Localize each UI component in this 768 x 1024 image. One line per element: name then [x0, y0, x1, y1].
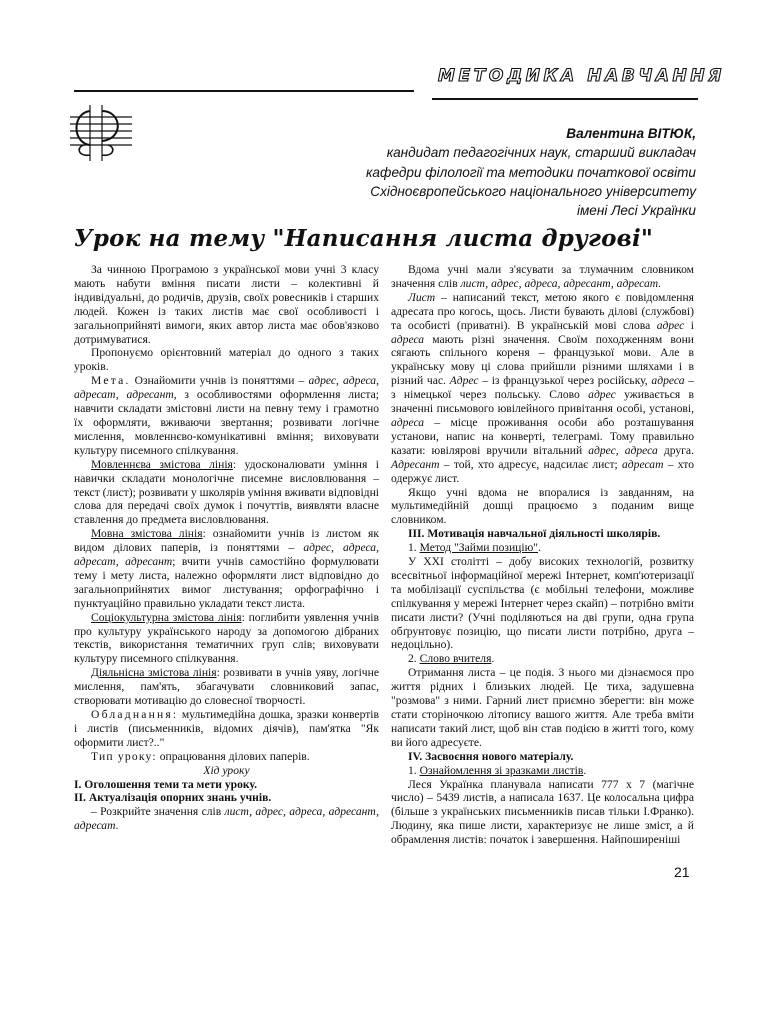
equipment-label: Обладнання: [91, 708, 179, 721]
author-department: кафедри філології та методики початкової освіти [366, 164, 696, 180]
activity-line-label: Діяльнісна змістова лінія [91, 666, 217, 680]
language-line-paragraph: Мовна змістова лінія: ознайомити учнів із листом як видом ділових паперів, із поняттями – адрес, адреса, адресат, адресант; вчити учнів самостійно формулювати тему і мету листа, належно оформляти лист відповідно до загальноприйнятих вимог листування; орфографічно і пунктуаційно правильно укладати текст листа. [74, 527, 379, 610]
samples-label: Ознайомлення зі зразками листів [419, 763, 584, 777]
homework-paragraph: Вдома учні мали з'ясувати за тлумачним словником значення слів лист, адрес, адреса, адресант, адресат. [391, 263, 694, 290]
left-column [74, 263, 379, 833]
stage-heading-1: I. Оголошення теми та мети уроку. [74, 777, 257, 791]
intro-paragraph-2: Пропонуємо орієнтовний матеріал до одного з таких уроків. [74, 346, 379, 374]
author-block [366, 124, 696, 220]
author-university: Східноєвропейського національного університету [370, 183, 696, 199]
method-paragraph: У XXI столітті – добу високих технологій, розвитку всесвітньої інформаційної мережі Інтернет, комп'ютеризації та мобілізації суспільства (є мобільні телефони, можливе спілкування у мережі Інтернет через скайп) – потрібно вміти писати листи? (Учні поділяються на дві групи, одна група обґрунтовує позицію, що писати листи потрібно, друга – недоцільно). [391, 555, 694, 652]
language-line-label: Мовна змістова лінія [91, 527, 203, 541]
speech-line-paragraph: Мовленнєва змістова лінія: удосконалювати уміння і навички складати монологічне писемне висловлювання – текст (лист); розвивати у школярів уміння вживати відповідні слова для передачі своїх думок і почуттів, виявляти власне ставлення до предмета висловлювання. [74, 457, 379, 527]
lesson-type-label: Тип уроку: [91, 749, 157, 763]
lesson-type-paragraph: Тип уроку: опрацювання ділових паперів. [91, 749, 310, 763]
task-paragraph: – Розкрийте значення слів лист, адрес, адреса, адресант, адресат. [74, 805, 379, 833]
header-rule [74, 90, 414, 92]
intro-paragraph: За чинною Програмою з української мови учні 3 класу мають набути вміння писати листи – колективні й індивідуальні, до родичів, друзів, своїх ровесників і старших людей. Кожен із таких листів має свої особливості і загальноприйняті вимоги, яких автор листа має обов'язково дотримуватися. [74, 263, 379, 346]
stage-heading-4: IV. Засвоєння нового матеріалу. [408, 749, 574, 763]
author-name: Валентина ВІТЮК, [566, 126, 696, 141]
lesson-course-heading: Хід уроку [203, 763, 250, 777]
treble-clef-ornament-icon [68, 103, 134, 163]
teacher-word-heading: 2. Слово вчителя. [408, 652, 495, 666]
definitions-paragraph: Лист – написаний текст, метою якого є повідомлення адресата про когось, щось. Листи бувають ділові (службові) та особисті (приватні). В українській мові слова адрес і адреса мають різні значення. Своїм походженням вони сягають спільного кореня – французької мови. Але в українську мову ці слова прийшли різними шляхами і в різний час. Адрес – із французької через російську, адреса – з німецької через польську. Слово адрес уживається в значенні письмового ювілейного привітання особі, установі, адреса – місце проживання особи або розташування установи, напис на конверті, телеграмі. Тому правильно казати: ювілярові вручили вітальний адрес, адреса друга. Адресант – той, хто адресує, надсилає лист; адресат – хто одержує лист. [391, 290, 695, 485]
goal-label: Мета. [91, 374, 131, 388]
stage-heading-2: II. Актуалізація опорних знань учнів. [74, 791, 272, 805]
author-university-name: імені Лесі Українки [576, 203, 696, 219]
samples-paragraph: Леся Українка планувала написати 777 х 7 (магічне число) – 5439 листів, а написала 1637. Це колосальна цифра (більше з українських письменників писав тільки І.Франко). Людину, яка пише листи, характеризує не лише зміст, а й обрамлення листів: початок і завершення. Найпоширеніші [391, 777, 694, 847]
teacher-word-paragraph: Отримання листа – це подія. З нього ми дізнаємося про життя рідних і близьких людей. Це тиха, задушевна "розмова" з ними. Гарний лист приємно зберегти: він може стати сторіночкою літопису вашого життя. Але треба вміти написати такий лист, щоб він став подією в житті того, кому ви його адресуєте. [391, 666, 694, 749]
page-number: 21 [674, 864, 690, 880]
method-label: Метод "Займи позицію" [419, 541, 539, 555]
sociocultural-line-paragraph: Соціокультурна змістова лінія: поглибити уявлення учнів про культуру українського народу за допомогою дібраних текстів, використання тематичних груп слів; виховувати культуру писемного спілкування. [74, 610, 380, 666]
stage-heading-3: III. Мотивація навчальної діяльності школярів. [408, 527, 661, 541]
teacher-word-label: Слово вчителя [419, 652, 492, 666]
article-title: Урок на тему "Написання листа другові" [74, 225, 654, 252]
activity-line-paragraph: Діяльнісна змістова лінія: розвивати в учнів уяву, логічне мислення, пам'ять, збагачувати словниковий запас, створювати мотивацію до словесної творчості. [74, 666, 379, 708]
fallback-paragraph: Якщо учні вдома не впоралися із завданням, на мультимедійній дошці працюємо з поданим вище словником. [391, 485, 694, 527]
header-rule [432, 98, 698, 100]
right-column [391, 263, 694, 847]
section-header: МЕТОДИКА НАВЧАННЯ [438, 66, 725, 86]
sociocultural-line-label: Соціокультурна змістова лінія [91, 610, 242, 624]
goal-paragraph: Мета. Ознайомити учнів із поняттями – адрес, адреса, адресат, адресант, з особливостями оформлення листа; навчити складати змістовні листи на певну тему і грамотно їх оформляти, вживаючи звертання; розвивати логічне мислення, мовленнєво-комунікативні вміння; виховувати культуру писемного спілкування. [74, 374, 380, 457]
speech-line-label: Мовленнєва змістова лінія [91, 457, 233, 471]
equipment-paragraph: Обладнання: мультимедійна дошка, зразки конвертів і листів (письменників, відомих діячів), пам'ятка "Як оформити лист?.." [74, 708, 379, 749]
samples-heading: 1. Ознайомлення зі зразками листів. [408, 763, 587, 777]
author-degree: кандидат педагогічних наук, старший викладач [386, 145, 696, 161]
method-heading: 1. Метод "Займи позицію". [408, 541, 541, 555]
